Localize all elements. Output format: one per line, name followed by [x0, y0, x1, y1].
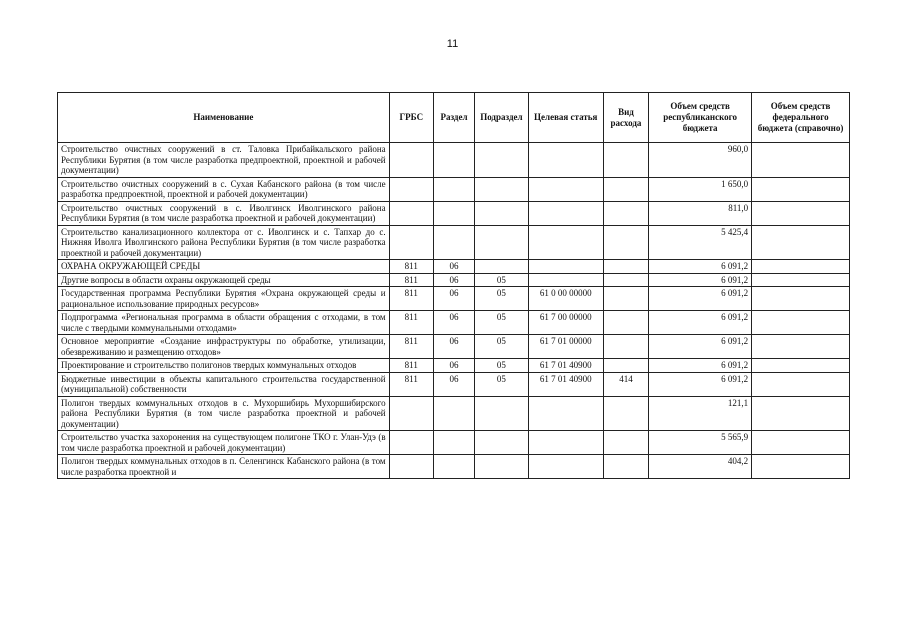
cell-federal-budget [752, 260, 850, 274]
cell-vid [603, 311, 648, 335]
header-federal-budget: Объем средств федерального бюджета (справочно) [752, 93, 850, 143]
cell-vid [603, 359, 648, 373]
table-row [58, 311, 850, 335]
cell-article [528, 177, 603, 201]
table-row [58, 260, 850, 274]
cell-name: Бюджетные инвестиции в объекты капитального строительства государственной (муниципальной) собственности [58, 372, 390, 396]
cell-grbs: 811 [389, 260, 433, 274]
cell-republican-budget: 6 091,2 [649, 372, 752, 396]
cell-federal-budget [752, 396, 850, 431]
cell-razdel: 06 [433, 287, 474, 311]
cell-grbs [389, 455, 433, 479]
cell-federal-budget [752, 455, 850, 479]
cell-vid [603, 143, 648, 178]
cell-podrazdel [475, 201, 529, 225]
cell-article [528, 396, 603, 431]
cell-name: Полигон твердых коммунальных отходов в п. Селенгинск Кабанского района (в том числе разработка проектной и [58, 455, 390, 479]
table-row [58, 335, 850, 359]
cell-name: Строительство очистных сооружений в с. Сухая Кабанского района (в том числе разработка предпроектной, проектной и рабочей документации) [58, 177, 390, 201]
cell-article [528, 201, 603, 225]
cell-article [528, 143, 603, 178]
cell-vid [603, 260, 648, 274]
cell-vid [603, 335, 648, 359]
cell-federal-budget [752, 335, 850, 359]
cell-grbs [389, 431, 433, 455]
cell-vid: 414 [603, 372, 648, 396]
cell-article [528, 225, 603, 260]
cell-vid [603, 396, 648, 431]
cell-grbs: 811 [389, 335, 433, 359]
table-row [58, 396, 850, 431]
header-podrazdel: Подраздел [475, 93, 529, 143]
cell-podrazdel: 05 [475, 335, 529, 359]
cell-republican-budget: 1 650,0 [649, 177, 752, 201]
table-row [58, 287, 850, 311]
cell-razdel: 06 [433, 260, 474, 274]
cell-vid [603, 225, 648, 260]
header-vid: Вид расхода [603, 93, 648, 143]
cell-article: 61 7 01 40900 [528, 372, 603, 396]
cell-razdel [433, 455, 474, 479]
cell-article [528, 273, 603, 287]
cell-vid [603, 201, 648, 225]
table-row [58, 201, 850, 225]
cell-republican-budget: 6 091,2 [649, 287, 752, 311]
cell-name: Государственная программа Республики Бурятия «Охрана окружающей среды и рациональное использование природных ресурсов» [58, 287, 390, 311]
table-row [58, 431, 850, 455]
cell-article [528, 431, 603, 455]
cell-name: Основное мероприятие «Создание инфраструктуры по обработке, утилизации, обезвреживанию и размещению отходов» [58, 335, 390, 359]
cell-vid [603, 273, 648, 287]
cell-federal-budget [752, 143, 850, 178]
cell-republican-budget: 6 091,2 [649, 311, 752, 335]
cell-grbs: 811 [389, 287, 433, 311]
cell-article: 61 7 01 40900 [528, 359, 603, 373]
cell-razdel [433, 396, 474, 431]
cell-republican-budget: 960,0 [649, 143, 752, 178]
cell-razdel: 06 [433, 273, 474, 287]
cell-article [528, 455, 603, 479]
table-row [58, 359, 850, 373]
cell-podrazdel: 05 [475, 359, 529, 373]
cell-article: 61 7 00 00000 [528, 311, 603, 335]
header-grbs: ГРБС [389, 93, 433, 143]
header-razdel: Раздел [433, 93, 474, 143]
cell-podrazdel: 05 [475, 311, 529, 335]
table-row [58, 177, 850, 201]
cell-razdel: 06 [433, 359, 474, 373]
cell-podrazdel [475, 177, 529, 201]
cell-razdel [433, 431, 474, 455]
cell-razdel [433, 201, 474, 225]
cell-federal-budget [752, 201, 850, 225]
cell-podrazdel: 05 [475, 287, 529, 311]
page-number: 11 [446, 38, 459, 50]
cell-federal-budget [752, 372, 850, 396]
cell-grbs [389, 396, 433, 431]
cell-federal-budget [752, 273, 850, 287]
cell-grbs [389, 225, 433, 260]
cell-republican-budget: 6 091,2 [649, 359, 752, 373]
cell-podrazdel [475, 431, 529, 455]
cell-grbs [389, 143, 433, 178]
cell-grbs: 811 [389, 273, 433, 287]
cell-podrazdel [475, 396, 529, 431]
cell-republican-budget: 6 091,2 [649, 335, 752, 359]
cell-grbs [389, 177, 433, 201]
cell-name: Строительство участка захоронения на существующем полигоне ТКО г. Улан-Удэ (в том числе разработка проектной и рабочей документации) [58, 431, 390, 455]
cell-republican-budget: 121,1 [649, 396, 752, 431]
table-header-row [58, 93, 850, 143]
cell-podrazdel [475, 143, 529, 178]
cell-republican-budget: 6 091,2 [649, 273, 752, 287]
cell-name: Проектирование и строительство полигонов твердых коммунальных отходов [58, 359, 390, 373]
table-row [58, 372, 850, 396]
cell-podrazdel: 05 [475, 273, 529, 287]
cell-federal-budget [752, 311, 850, 335]
cell-name: Другие вопросы в области охраны окружающей среды [58, 273, 390, 287]
cell-name: ОХРАНА ОКРУЖАЮЩЕЙ СРЕДЫ [58, 260, 390, 274]
cell-republican-budget: 5 565,9 [649, 431, 752, 455]
header-name: Наименование [58, 93, 390, 143]
table-row [58, 225, 850, 260]
cell-grbs: 811 [389, 359, 433, 373]
cell-article: 61 0 00 00000 [528, 287, 603, 311]
cell-federal-budget [752, 359, 850, 373]
cell-name: Строительство очистных сооружений в с. Иволгинск Иволгинского района Республики Бурятия (в том числе разработка проектной и рабочей документации) [58, 201, 390, 225]
cell-podrazdel: 05 [475, 372, 529, 396]
cell-article: 61 7 01 00000 [528, 335, 603, 359]
cell-federal-budget [752, 177, 850, 201]
cell-razdel: 06 [433, 372, 474, 396]
cell-vid [603, 431, 648, 455]
cell-federal-budget [752, 431, 850, 455]
cell-razdel [433, 143, 474, 178]
cell-name: Строительство очистных сооружений в ст. Таловка Прибайкальского района Республики Бурятия (в том числе разработка предпроектной, проектной и рабочей документации) [58, 143, 390, 178]
table-row [58, 273, 850, 287]
cell-razdel [433, 225, 474, 260]
cell-article [528, 260, 603, 274]
cell-podrazdel [475, 260, 529, 274]
cell-republican-budget: 811,0 [649, 201, 752, 225]
cell-republican-budget: 404,2 [649, 455, 752, 479]
table-body [58, 143, 850, 479]
header-article: Целевая статья [528, 93, 603, 143]
cell-vid [603, 455, 648, 479]
table-row [58, 143, 850, 178]
cell-podrazdel [475, 455, 529, 479]
cell-vid [603, 177, 648, 201]
header-republican-budget: Объем средств республиканского бюджета [649, 93, 752, 143]
cell-name: Подпрограмма «Региональная программа в области обращения с отходами, в том числе с твердыми коммунальными отходами» [58, 311, 390, 335]
cell-federal-budget [752, 225, 850, 260]
cell-name: Полигон твердых коммунальных отходов в с. Мухоршибирь Мухоршибирского района Республики Бурятия (в том числе разработка проектной и рабочей документации) [58, 396, 390, 431]
cell-vid [603, 287, 648, 311]
cell-podrazdel [475, 225, 529, 260]
cell-grbs: 811 [389, 311, 433, 335]
budget-table [57, 92, 850, 479]
cell-razdel: 06 [433, 335, 474, 359]
cell-federal-budget [752, 287, 850, 311]
table-row [58, 455, 850, 479]
cell-razdel [433, 177, 474, 201]
cell-name: Строительство канализационного коллектора от с. Иволгинск и с. Тапхар до с. Нижняя Иволга Иволгинского района Республики Бурятия (в том числе разработка проектной и рабочей документации) [58, 225, 390, 260]
cell-grbs: 811 [389, 372, 433, 396]
cell-razdel: 06 [433, 311, 474, 335]
cell-grbs [389, 201, 433, 225]
cell-republican-budget: 6 091,2 [649, 260, 752, 274]
cell-republican-budget: 5 425,4 [649, 225, 752, 260]
